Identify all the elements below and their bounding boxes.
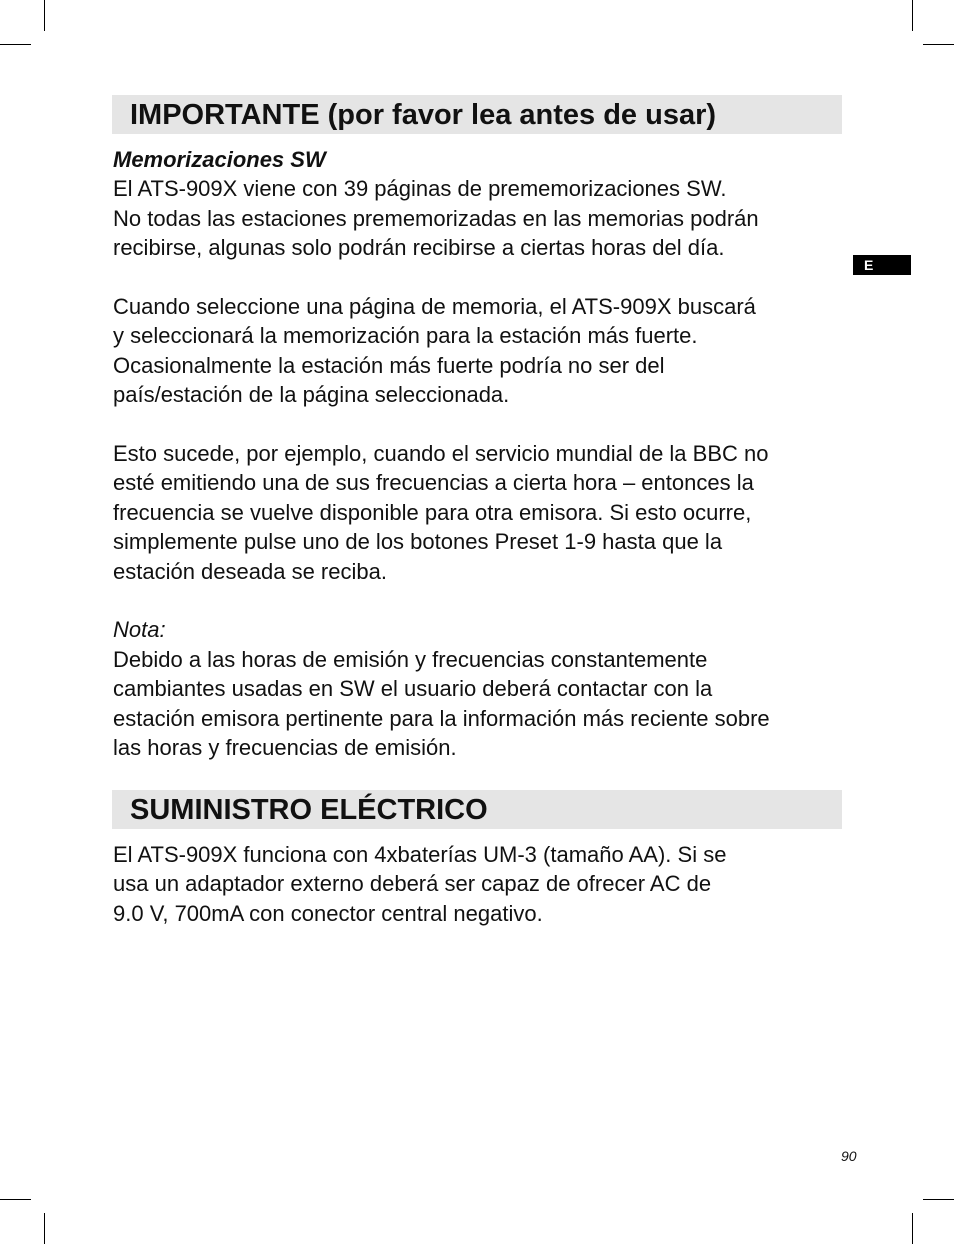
text-line: esté emitiendo una de sus frecuencias a cierta hora – entonces la (113, 470, 754, 496)
text-line: El ATS-909X funciona con 4xbaterías UM-3 (tamaño AA). Si se (113, 842, 727, 867)
text-line: simplemente pulse uno de los botones Preset 1-9 hasta que la (113, 529, 723, 555)
crop-mark (44, 0, 45, 31)
text-line: Cuando seleccione una página de memoria, el ATS-909X buscará (113, 294, 756, 320)
page-number: 90 (841, 1148, 857, 1164)
text-line: Debido a las horas de emisión y frecuencias constantemente (113, 646, 708, 672)
text-line: las horas y frecuencias de emisión. (113, 735, 457, 761)
text-line: No todas las estaciones prememorizadas en las memorias podrán (113, 205, 759, 231)
section-heading-importante: IMPORTANTE (por favor lea antes de usar) (130, 99, 717, 131)
crop-mark (923, 1199, 954, 1200)
crop-mark (0, 44, 31, 45)
text-line: usa un adaptador externo deberá ser capaz de ofrecer AC de (113, 871, 712, 897)
text-line: frecuencia se vuelve disponible para otra emisora. Si esto ocurre, (113, 499, 752, 525)
text-line: estación emisora pertinente para la información más reciente sobre (113, 705, 770, 731)
note-label: Nota: (113, 617, 166, 643)
section-body-suministro (113, 840, 848, 928)
note (113, 615, 848, 762)
language-tab: E (853, 255, 911, 275)
crop-mark (912, 1213, 913, 1244)
text-line: estación deseada se reciba. (113, 558, 387, 584)
section-heading-suministro: SUMINISTRO ELÉCTRICO (130, 794, 488, 826)
text-line: Ocasionalmente la estación más fuerte podría no ser del (113, 352, 665, 378)
paragraph (113, 439, 848, 586)
subheading (113, 145, 848, 174)
crop-mark (44, 1213, 45, 1244)
section-heading-bar (112, 95, 842, 134)
subheading-text: Memorizaciones SW (113, 147, 326, 172)
paragraph (113, 292, 848, 410)
section-heading-bar (112, 790, 842, 829)
text-line: recibirse, algunas solo podrán recibirse a ciertas horas del día. (113, 235, 725, 261)
text-line: Esto sucede, por ejemplo, cuando el servicio mundial de la BBC no (113, 441, 769, 467)
paragraph (113, 174, 848, 262)
text-line: país/estación de la página seleccionada. (113, 382, 510, 408)
section-body-importante (113, 145, 848, 762)
text-line: cambiantes usadas en SW el usuario deberá contactar con la (113, 676, 713, 702)
crop-mark (912, 0, 913, 31)
text-line: y seleccionará la memorización para la estación más fuerte. (113, 323, 698, 349)
crop-mark (923, 44, 954, 45)
paragraph (113, 840, 848, 928)
text-line: 9.0 V, 700mA con conector central negativo. (113, 900, 543, 926)
crop-mark (0, 1199, 31, 1200)
text-line: El ATS-909X viene con 39 páginas de prememorizaciones SW. (113, 176, 727, 202)
